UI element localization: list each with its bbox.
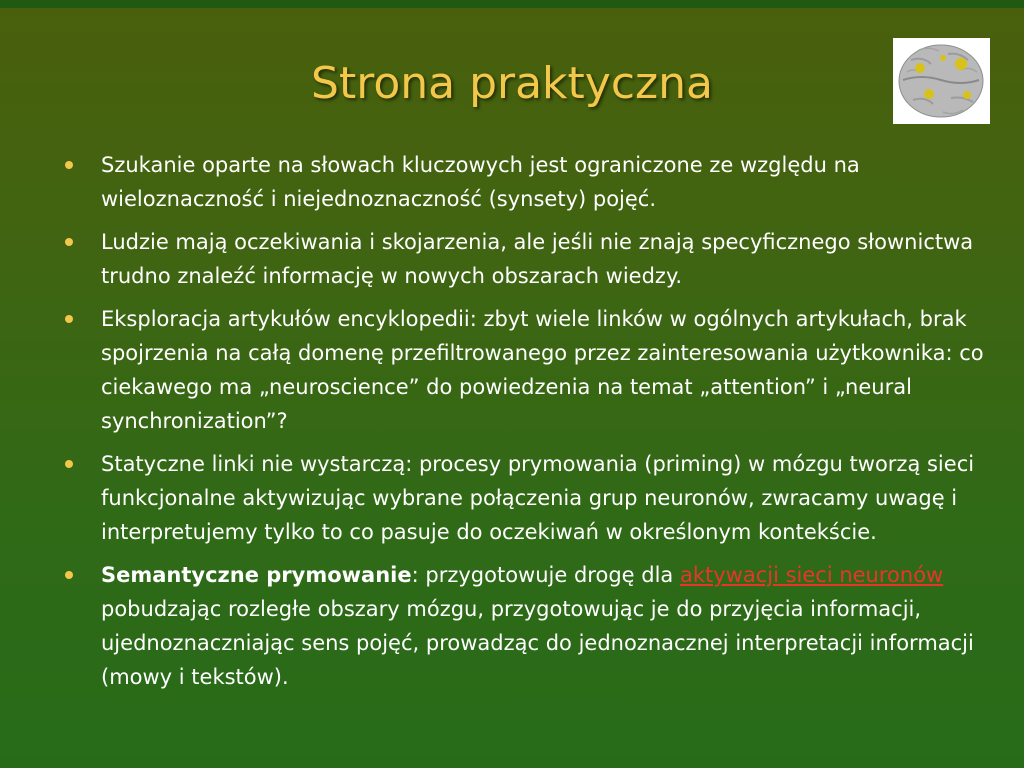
bullet-item bbox=[60, 225, 1000, 293]
bullet-marker bbox=[65, 460, 73, 468]
bullet-marker bbox=[65, 238, 73, 246]
bullet-text: Ludzie mają oczekiwania i skojarzenia, ale jeśli nie znają specyficznego słownictwa trudno znaleźć informację w nowych obszarach wiedzy. bbox=[101, 230, 974, 288]
brain-image bbox=[893, 38, 990, 124]
bullet-item bbox=[60, 148, 1000, 216]
bullet-text-before-link: : przygotowuje drogę dla bbox=[411, 563, 680, 587]
bullet-list bbox=[60, 148, 1000, 703]
semantic-priming-term: Semantyczne prymowanie bbox=[101, 563, 412, 587]
bullet-item bbox=[60, 302, 1000, 438]
bullet-marker bbox=[65, 315, 73, 323]
slide-title: Strona praktyczna bbox=[311, 58, 713, 109]
bullet-marker bbox=[65, 161, 73, 169]
bullet-marker bbox=[65, 571, 73, 579]
bullet-item bbox=[60, 558, 1000, 694]
top-strip bbox=[0, 0, 1024, 8]
brain-icon bbox=[893, 38, 990, 124]
bullet-text: Statyczne linki nie wystarczą: procesy prymowania (priming) w mózgu tworzą sieci funkcjonalne aktywizując wybrane połączenia grup neuronów, zwracamy uwagę i interpretujemy tylko to co pasuje do oczekiwań w określonym kontekście. bbox=[101, 452, 975, 544]
neuron-network-activation-link[interactable]: aktywacji sieci neuronów bbox=[679, 563, 944, 587]
bullet-text: Eksploracja artykułów encyklopedii: zbyt wiele linków w ogólnych artykułach, brak spojrzenia na całą domenę przefiltrowanego przez zainteresowania użytkownika: co ciekawego ma „neuroscience” do powiedzenia na temat „attention” i „neural synchronization”? bbox=[101, 307, 984, 433]
bullet-text-after-link: pobudzając rozległe obszary mózgu, przygotowując je do przyjęcia informacji, ujednoznaczniając sens pojęć, prowadząc do jednoznacznej interpretacji informacji (mowy i tekstów). bbox=[101, 597, 974, 689]
bullet-item bbox=[60, 447, 1000, 549]
bullet-text: Szukanie oparte na słowach kluczowych jest ograniczone ze względu na wieloznaczność i niejednoznaczność (synsety) pojęć. bbox=[101, 153, 860, 211]
